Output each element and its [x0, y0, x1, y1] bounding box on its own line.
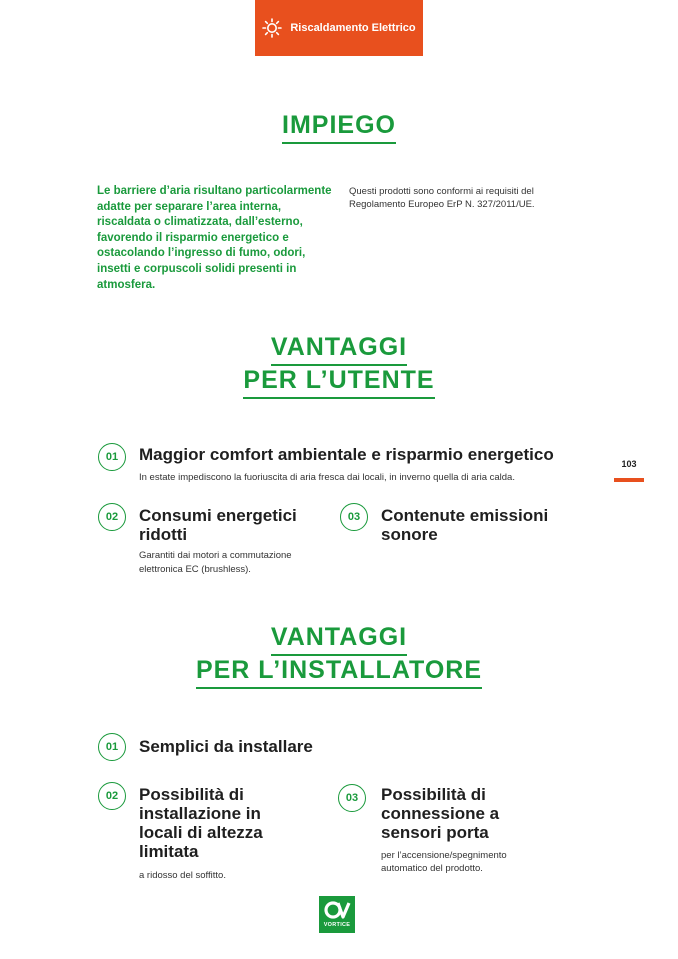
feature-title-line3: locali di altezza [139, 823, 263, 842]
section-tab [255, 0, 423, 56]
feature-desc-line1: per l’accensione/spegnimento [381, 850, 507, 861]
vantaggi-utente-heading-line2: PER L’UTENTE [0, 364, 678, 399]
feature-desc-line2: automatico del prodotto. [381, 863, 483, 874]
number-badge: 02 [98, 503, 126, 531]
number-badge: 01 [98, 443, 126, 471]
page-marker-bar [614, 478, 644, 482]
feature-desc: a ridosso del soffitto. [139, 870, 226, 881]
feature-title-line1: Contenute emissioni [381, 506, 549, 525]
vantaggi-utente-heading-line1: VANTAGGI [0, 331, 678, 366]
impiego-green-text: Le barriere d’aria risultano particolarmente adatte per separare l’area interna, riscaldata o climatizzata, dall’esterno, favorendo il risparmio energetico e ostacolando l’ingresso di fumo, odori, insetti e corpuscoli solidi presenti in atmosfera. [97, 185, 332, 291]
page-number: 103 [621, 459, 637, 469]
impiego-grey-text: Questi prodotti sono conformi ai requisiti del Regolamento Europeo ErP N. 327/2011/UE. [349, 186, 535, 210]
vantaggi-installatore-heading-line1: VANTAGGI [0, 621, 678, 656]
feature-title-line1: Possibilità di [139, 785, 244, 804]
feature-desc-line2: elettronica EC (brushless). [139, 564, 251, 575]
feature-title-line2: sonore [381, 525, 438, 544]
feature-title-line2: installazione in [139, 804, 261, 823]
feature-desc-line1: Garantiti dai motori a commutazione [139, 550, 292, 561]
sun-icon [262, 18, 282, 38]
impiego-heading [0, 109, 678, 144]
logo-brand: VORTICE [323, 922, 351, 928]
feature-desc: In estate impediscono la fuoriuscita di aria fresca dai locali, in inverno quella di aria calda. [139, 472, 515, 483]
feature-title-line1: Consumi energetici [139, 506, 297, 525]
feature-title-line1: Possibilità di [381, 785, 486, 804]
vantaggi-installatore-heading-line2: PER L’INSTALLATORE [0, 654, 678, 689]
feature-title: Maggior comfort ambientale e risparmio energetico [139, 445, 554, 464]
section-tab-label: Riscaldamento Elettrico [290, 22, 416, 34]
vortice-logo [319, 896, 355, 933]
feature-title-line3: sensori porta [381, 823, 489, 842]
number-badge: 03 [340, 503, 368, 531]
feature-title-line2: ridotti [139, 525, 188, 544]
number-badge: 03 [338, 784, 366, 812]
number-badge: 01 [98, 733, 126, 761]
number-badge: 02 [98, 782, 126, 810]
feature-title-line2: connessione a [381, 804, 500, 823]
feature-title: Semplici da installare [139, 737, 313, 756]
impiego-title: IMPIEGO [282, 109, 396, 144]
vortice-logo-icon [323, 899, 351, 921]
feature-title-line4: limitata [139, 842, 199, 861]
